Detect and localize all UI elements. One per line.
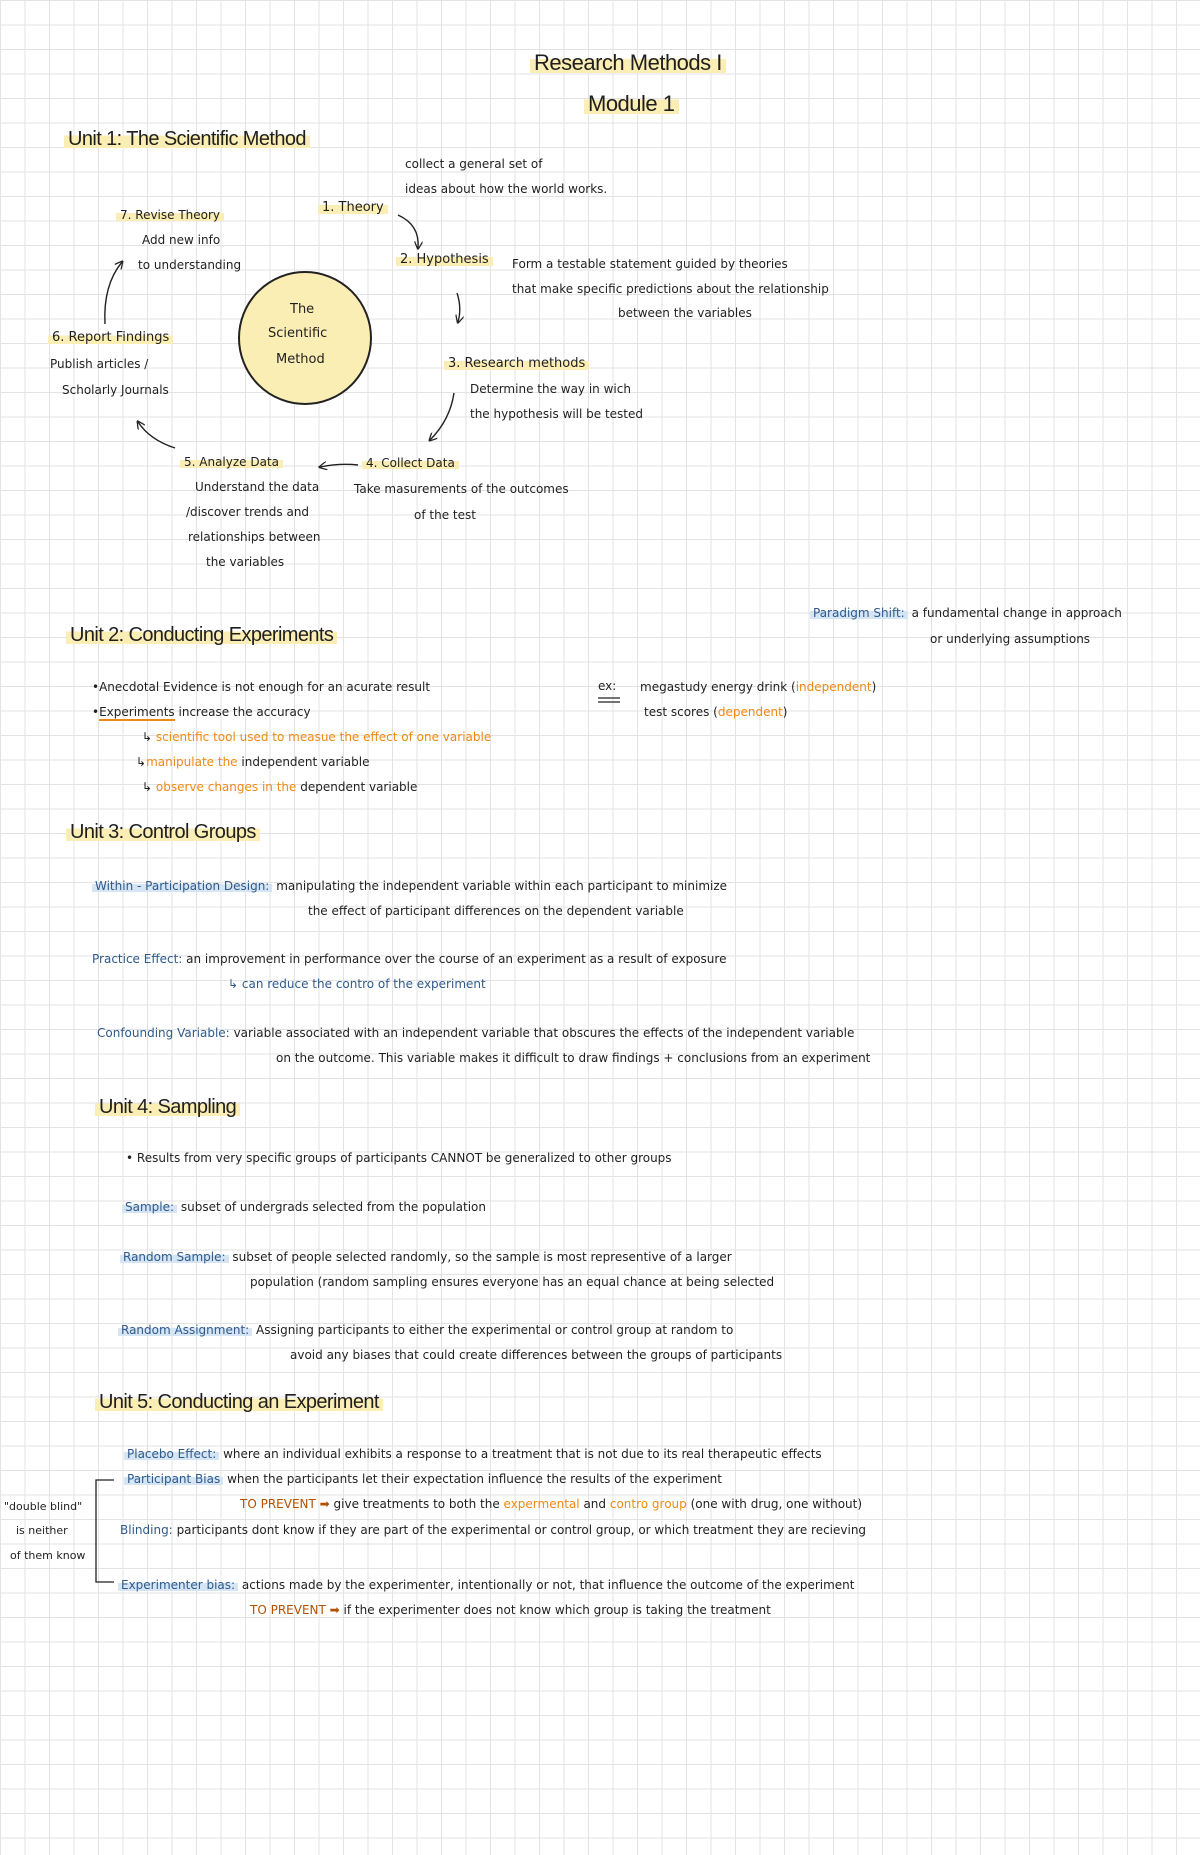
within-design-term: Within - Participation Design: (92, 879, 272, 893)
step6-desc-line2: Scholarly Journals (62, 383, 169, 397)
unit2-sub-3: ↳ observe changes in the dependent variable (142, 780, 418, 794)
practice-effect-term: Practice Effect: (92, 952, 183, 966)
example-label: ex: (598, 679, 617, 693)
random-assignment-term: Random Assignment: (118, 1323, 252, 1337)
practice-line2: ↳ can reduce the contro of the experiment (228, 977, 486, 991)
unit1-heading: Unit 1: The Scientific Method (64, 127, 310, 151)
double-blind-bracket (96, 1480, 114, 1582)
step7-desc-line1: Add new info (142, 233, 221, 247)
example-line-1: megastudy energy drink (independent) (640, 680, 877, 694)
step2-desc-line3: between the variables (618, 306, 752, 320)
participant-bias-line: Participant Bias when the participants let their expectation influence the results of the experiment (124, 1472, 722, 1486)
random-sample-line1: Random Sample: subset of people selected randomly, so the sample is most representive of a larger (120, 1250, 732, 1264)
ex-double-underline (598, 698, 620, 702)
paradigm-shift-line1: Paradigm Shift: a fundamental change in approach (810, 606, 1122, 620)
step6-label: 6. Report Findings (48, 330, 173, 346)
unit2-heading: Unit 2: Conducting Experiments (66, 623, 337, 647)
prevent-line-1: TO PREVENT ➡ give treatments to both the expermental and contro group (one with drug, one without) (240, 1497, 863, 1511)
unit4-bullet-1: • Results from very specific groups of participants CANNOT be generalized to other groups (126, 1151, 672, 1165)
double-blind-note-line3: of them know (10, 1549, 86, 1562)
arrow-methods-to-collect (430, 393, 454, 440)
unit2-sub-1: ↳ scientific tool used to measue the effect of one variable (142, 730, 492, 744)
arrow-analyze-to-report (138, 422, 175, 448)
step7-label: 7. Revise Theory (116, 208, 224, 222)
unit3-heading: Unit 3: Control Groups (66, 820, 260, 844)
blinding-line: Blinding: participants dont know if they are part of the experimental or control group, or which treatment they are recieving (120, 1523, 867, 1537)
unit2-sub-2: ↳manipulate the independent variable (136, 755, 370, 769)
unit2-bullet-2: •Experiments increase the accuracy (92, 705, 311, 719)
step1-label: 1. Theory (318, 200, 388, 216)
practice-line1: Practice Effect: an improvement in performance over the course of an experiment as a result of exposure (92, 952, 727, 966)
unit2-bullet-1: •Anecdotal Evidence is not enough for an acurate result (92, 680, 431, 694)
circle-label-line1: The (290, 302, 315, 317)
theory-note-line1: collect a general set of (405, 157, 543, 171)
random-sample-term: Random Sample: (120, 1250, 229, 1264)
step4-desc-line2: of the test (414, 508, 476, 522)
experimenter-bias-term: Experimenter bias: (118, 1578, 238, 1592)
placebo-line: Placebo Effect: where an individual exhibits a response to a treatment that is not due to its real therapeutic effects (124, 1447, 822, 1461)
double-blind-note-line2: is neither (16, 1524, 68, 1537)
page-title: Research Methods I (530, 50, 726, 76)
placebo-effect-term: Placebo Effect: (124, 1447, 219, 1461)
arrow-theory-to-hypothesis (398, 215, 418, 248)
step2-desc-line2: that make specific predictions about the relationship (512, 282, 829, 296)
blinding-term: Blinding: (120, 1523, 173, 1537)
unit5-heading: Unit 5: Conducting an Experiment (95, 1390, 383, 1414)
step5-desc-line1: Understand the data (195, 480, 320, 494)
unit4-heading: Unit 4: Sampling (95, 1095, 240, 1119)
step5-desc-line3: relationships between (188, 530, 321, 544)
confound-line1: Confounding Variable: variable associated with an independent variable that obscures the effects of the independent variable (97, 1026, 855, 1040)
step2-label: 2. Hypothesis (396, 252, 493, 268)
step5-desc-line2: /discover trends and (186, 505, 310, 519)
step6-desc-line1: Publish articles / (50, 357, 149, 371)
arrow-collect-to-analyze (320, 464, 358, 467)
step2-desc-line1: Form a testable statement guided by theories (512, 257, 788, 271)
example-line-2: test scores (dependent) (644, 705, 788, 719)
step4-label: 4. Collect Data (362, 456, 459, 470)
circle-label-line2: Scientific (268, 326, 328, 341)
paradigm-shift-line2: or underlying assumptions (930, 632, 1091, 646)
paradigm-shift-term: Paradigm Shift: (810, 606, 908, 620)
prevent-line-2: TO PREVENT ➡ if the experimenter does not know which group is taking the treatment (250, 1603, 771, 1617)
double-blind-note-line1: "double blind" (4, 1500, 83, 1513)
page-subtitle: Module 1 (584, 91, 679, 117)
confounding-variable-term: Confounding Variable: (97, 1026, 230, 1040)
experimenter-bias-line: Experimenter bias: actions made by the experimenter, intentionally or not, that influence the outcome of the experiment (118, 1578, 854, 1592)
confound-line2: on the outcome. This variable makes it difficult to draw findings + conclusions from an experiment (276, 1051, 871, 1065)
participant-bias-term: Participant Bias (124, 1472, 223, 1486)
step5-desc-line4: the variables (206, 555, 285, 569)
random-assign-line2: avoid any biases that could create differences between the groups of participants (290, 1348, 783, 1362)
random-sample-line2: population (random sampling ensures everyone has an equal chance at being selected (250, 1275, 775, 1289)
circle-label-line3: Method (276, 352, 325, 367)
step3-desc-line2: the hypothesis will be tested (470, 407, 644, 421)
sample-term: Sample: (122, 1200, 177, 1214)
within-line1: Within - Participation Design: manipulating the independent variable within each participant to minimize (92, 879, 727, 893)
random-assign-line1: Random Assignment: Assigning participants to either the experimental or control group at random to (118, 1323, 733, 1337)
within-line2: the effect of participant differences on the dependent variable (308, 904, 684, 918)
step3-label: 3. Research methods (444, 356, 589, 372)
arrow-hypothesis-to-methods (457, 293, 460, 322)
step5-label: 5. Analyze Data (180, 455, 283, 469)
theory-note-line2: ideas about how the world works. (405, 182, 608, 196)
sample-line: Sample: subset of undergrads selected from the population (122, 1200, 486, 1214)
step3-desc-line1: Determine the way in wich (470, 382, 631, 396)
step7-desc-line2: to understanding (138, 258, 242, 272)
step4-desc-line1: Take masurements of the outcomes (354, 482, 569, 496)
arrow-report-to-revise (105, 262, 122, 324)
